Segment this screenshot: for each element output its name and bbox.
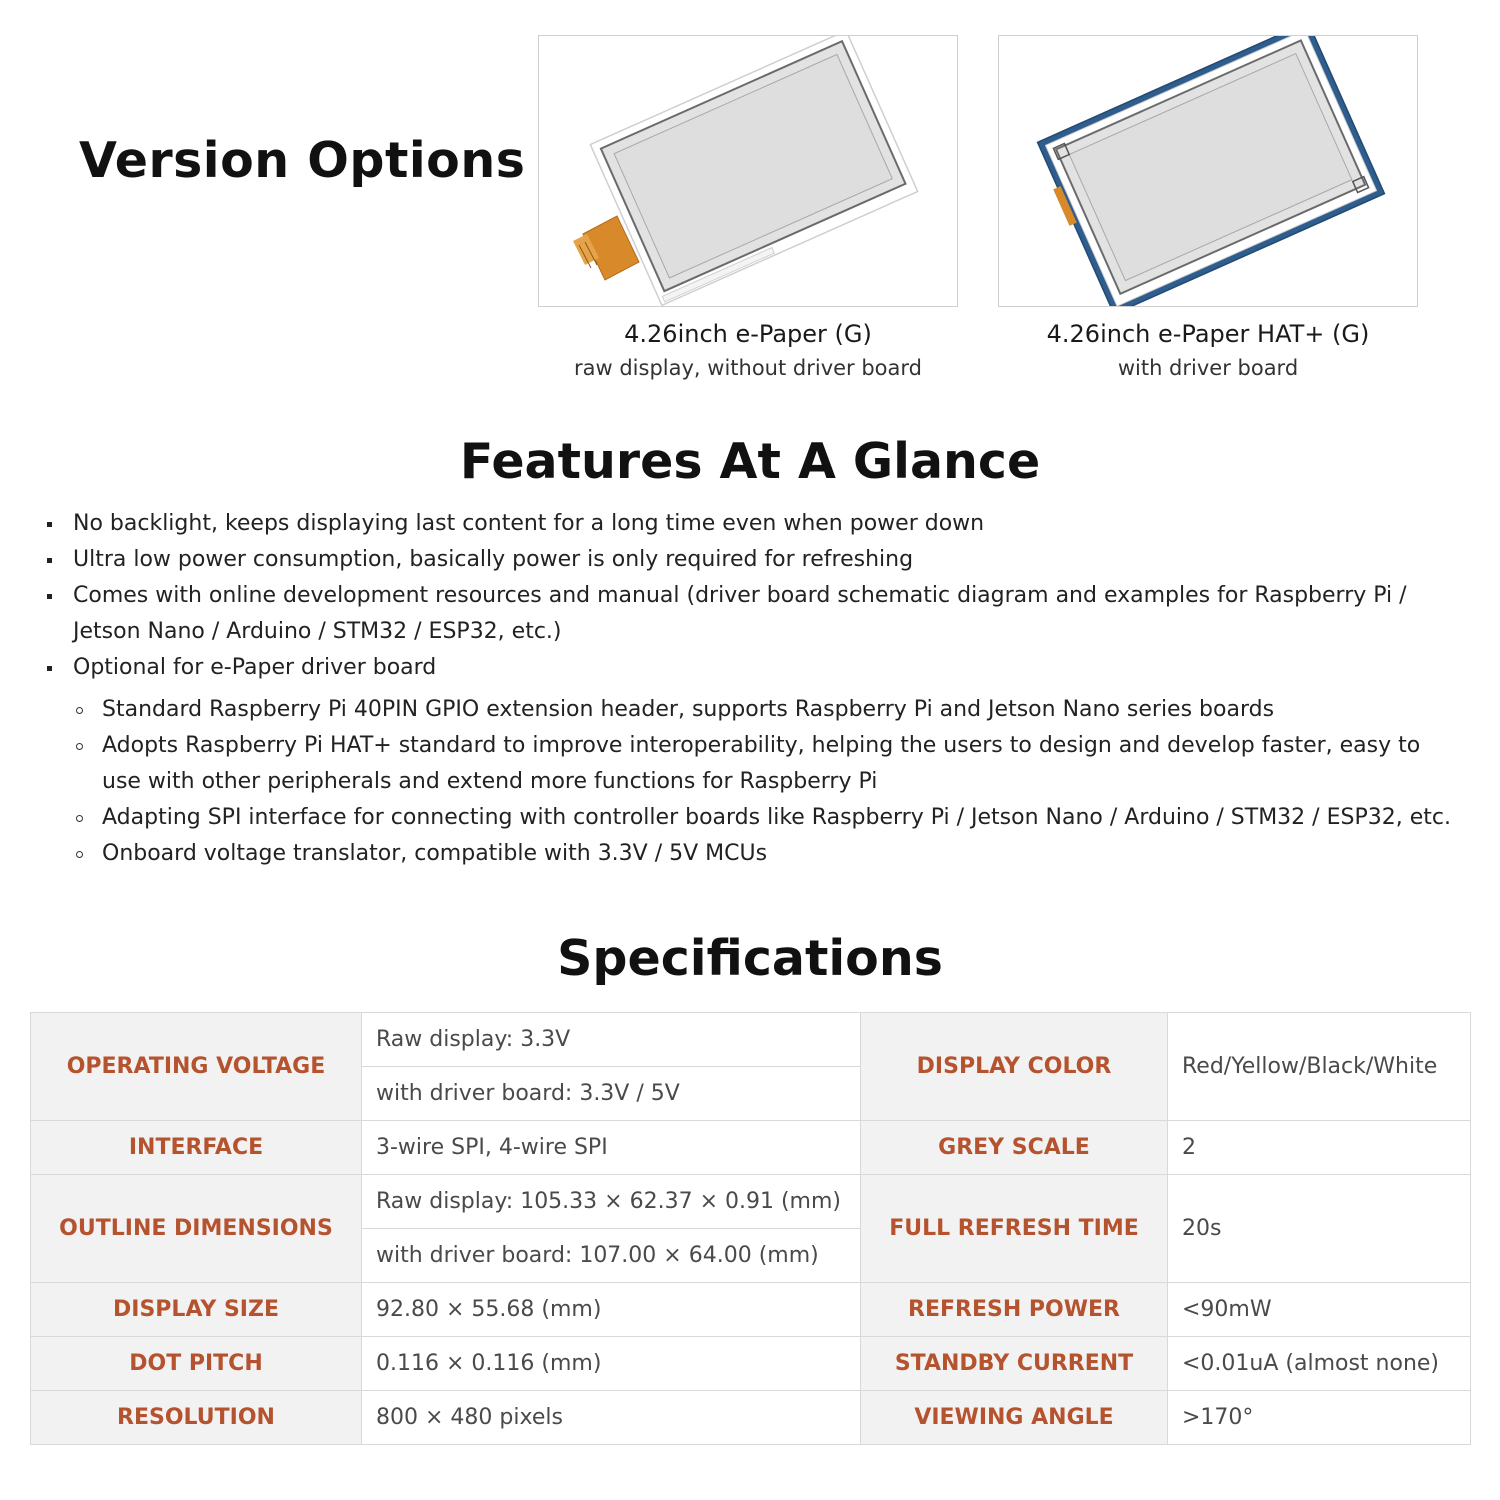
epaper-hat-board-icon [998, 35, 1418, 307]
spec-label: DISPLAY COLOR [861, 1013, 1168, 1121]
specifications-table [30, 1012, 1471, 1445]
feature-sub-text: Standard Raspberry Pi 40PIN GPIO extension header, supports Raspberry Pi and Jetson Nano series boards [102, 697, 1275, 722]
feature-sub-text: Adopts Raspberry Pi HAT+ standard to improve interoperability, helping the users to design and develop faster, easy to use with other peripherals and extend more functions for Raspberry Pi [102, 733, 1421, 794]
table-row [31, 1013, 1471, 1067]
specifications-heading: Specifications [557, 930, 943, 987]
circle-bullet-icon [76, 851, 83, 858]
features-list [45, 506, 1465, 872]
feature-item [45, 578, 1465, 650]
spec-value: Red/Yellow/Black/White [1168, 1013, 1471, 1121]
table-row [31, 1175, 1471, 1229]
driver-board-sub-list [45, 692, 1465, 872]
circle-bullet-icon [76, 815, 83, 822]
spec-value: 3-wire SPI, 4-wire SPI [362, 1121, 861, 1175]
feature-sub-item [45, 728, 1465, 800]
spec-value: with driver board: 107.00 × 64.00 (mm) [362, 1229, 861, 1283]
spec-value: Raw display: 3.3V [362, 1013, 861, 1067]
spec-value: >170° [1168, 1391, 1471, 1445]
spec-value: 92.80 × 55.68 (mm) [362, 1283, 861, 1337]
feature-sub-item [45, 836, 1465, 872]
raw-epaper-panel-icon [538, 35, 958, 307]
table-row [31, 1283, 1471, 1337]
feature-text: No backlight, keeps displaying last content for a long time even when power down [73, 511, 985, 536]
spec-value: <90mW [1168, 1283, 1471, 1337]
spec-label: DISPLAY SIZE [31, 1283, 362, 1337]
feature-sub-text: Onboard voltage translator, compatible with 3.3V / 5V MCUs [102, 841, 768, 866]
table-row [31, 1391, 1471, 1445]
spec-label: OUTLINE DIMENSIONS [31, 1175, 362, 1283]
spec-value: <0.01uA (almost none) [1168, 1337, 1471, 1391]
feature-sub-item [45, 692, 1465, 728]
product-name: 4.26inch e-Paper HAT+ (G) [1046, 320, 1370, 348]
product-card-hat-board [998, 35, 1418, 381]
spec-value: Raw display: 105.33 × 62.37 × 0.91 (mm) [362, 1175, 861, 1229]
spec-label: REFRESH POWER [861, 1283, 1168, 1337]
spec-label: FULL REFRESH TIME [861, 1175, 1168, 1283]
feature-text: Comes with online development resources and manual (driver board schematic diagram and examples for Raspberry Pi / Jetson Nano / Arduino / STM32 / ESP32, etc.) [73, 583, 1407, 644]
circle-bullet-icon [76, 707, 83, 714]
spec-label: INTERFACE [31, 1121, 362, 1175]
square-bullet-icon [47, 666, 52, 671]
square-bullet-icon [47, 522, 52, 527]
spec-value: with driver board: 3.3V / 5V [362, 1067, 861, 1121]
feature-sub-item [45, 800, 1465, 836]
spec-label: GREY SCALE [861, 1121, 1168, 1175]
feature-item [45, 650, 1465, 686]
spec-label: VIEWING ANGLE [861, 1391, 1168, 1445]
version-options-title: Version Options [79, 132, 526, 189]
circle-bullet-icon [76, 743, 83, 750]
spec-value: 2 [1168, 1121, 1471, 1175]
table-row [31, 1337, 1471, 1391]
spec-label: OPERATING VOLTAGE [31, 1013, 362, 1121]
spec-value: 800 × 480 pixels [362, 1391, 861, 1445]
spec-value: 0.116 × 0.116 (mm) [362, 1337, 861, 1391]
feature-item [45, 542, 1465, 578]
product-name: 4.26inch e-Paper (G) [624, 320, 872, 348]
spec-label: STANDBY CURRENT [861, 1337, 1168, 1391]
square-bullet-icon [47, 594, 52, 599]
product-subtitle: with driver board [1117, 356, 1299, 380]
feature-item [45, 506, 1465, 542]
product-subtitle: raw display, without driver board [574, 356, 922, 380]
table-row [31, 1121, 1471, 1175]
product-card-raw-display [538, 35, 958, 381]
spec-value: 20s [1168, 1175, 1471, 1283]
feature-sub-text: Adapting SPI interface for connecting with controller boards like Raspberry Pi / Jetson Nano / Arduino / STM32 / ESP32, etc. [102, 805, 1451, 830]
spec-label: DOT PITCH [31, 1337, 362, 1391]
feature-text: Ultra low power consumption, basically power is only required for refreshing [73, 547, 914, 572]
spec-label: RESOLUTION [31, 1391, 362, 1445]
features-heading: Features At A Glance [459, 433, 1041, 490]
feature-text: Optional for e-Paper driver board [73, 655, 437, 680]
square-bullet-icon [47, 558, 52, 563]
